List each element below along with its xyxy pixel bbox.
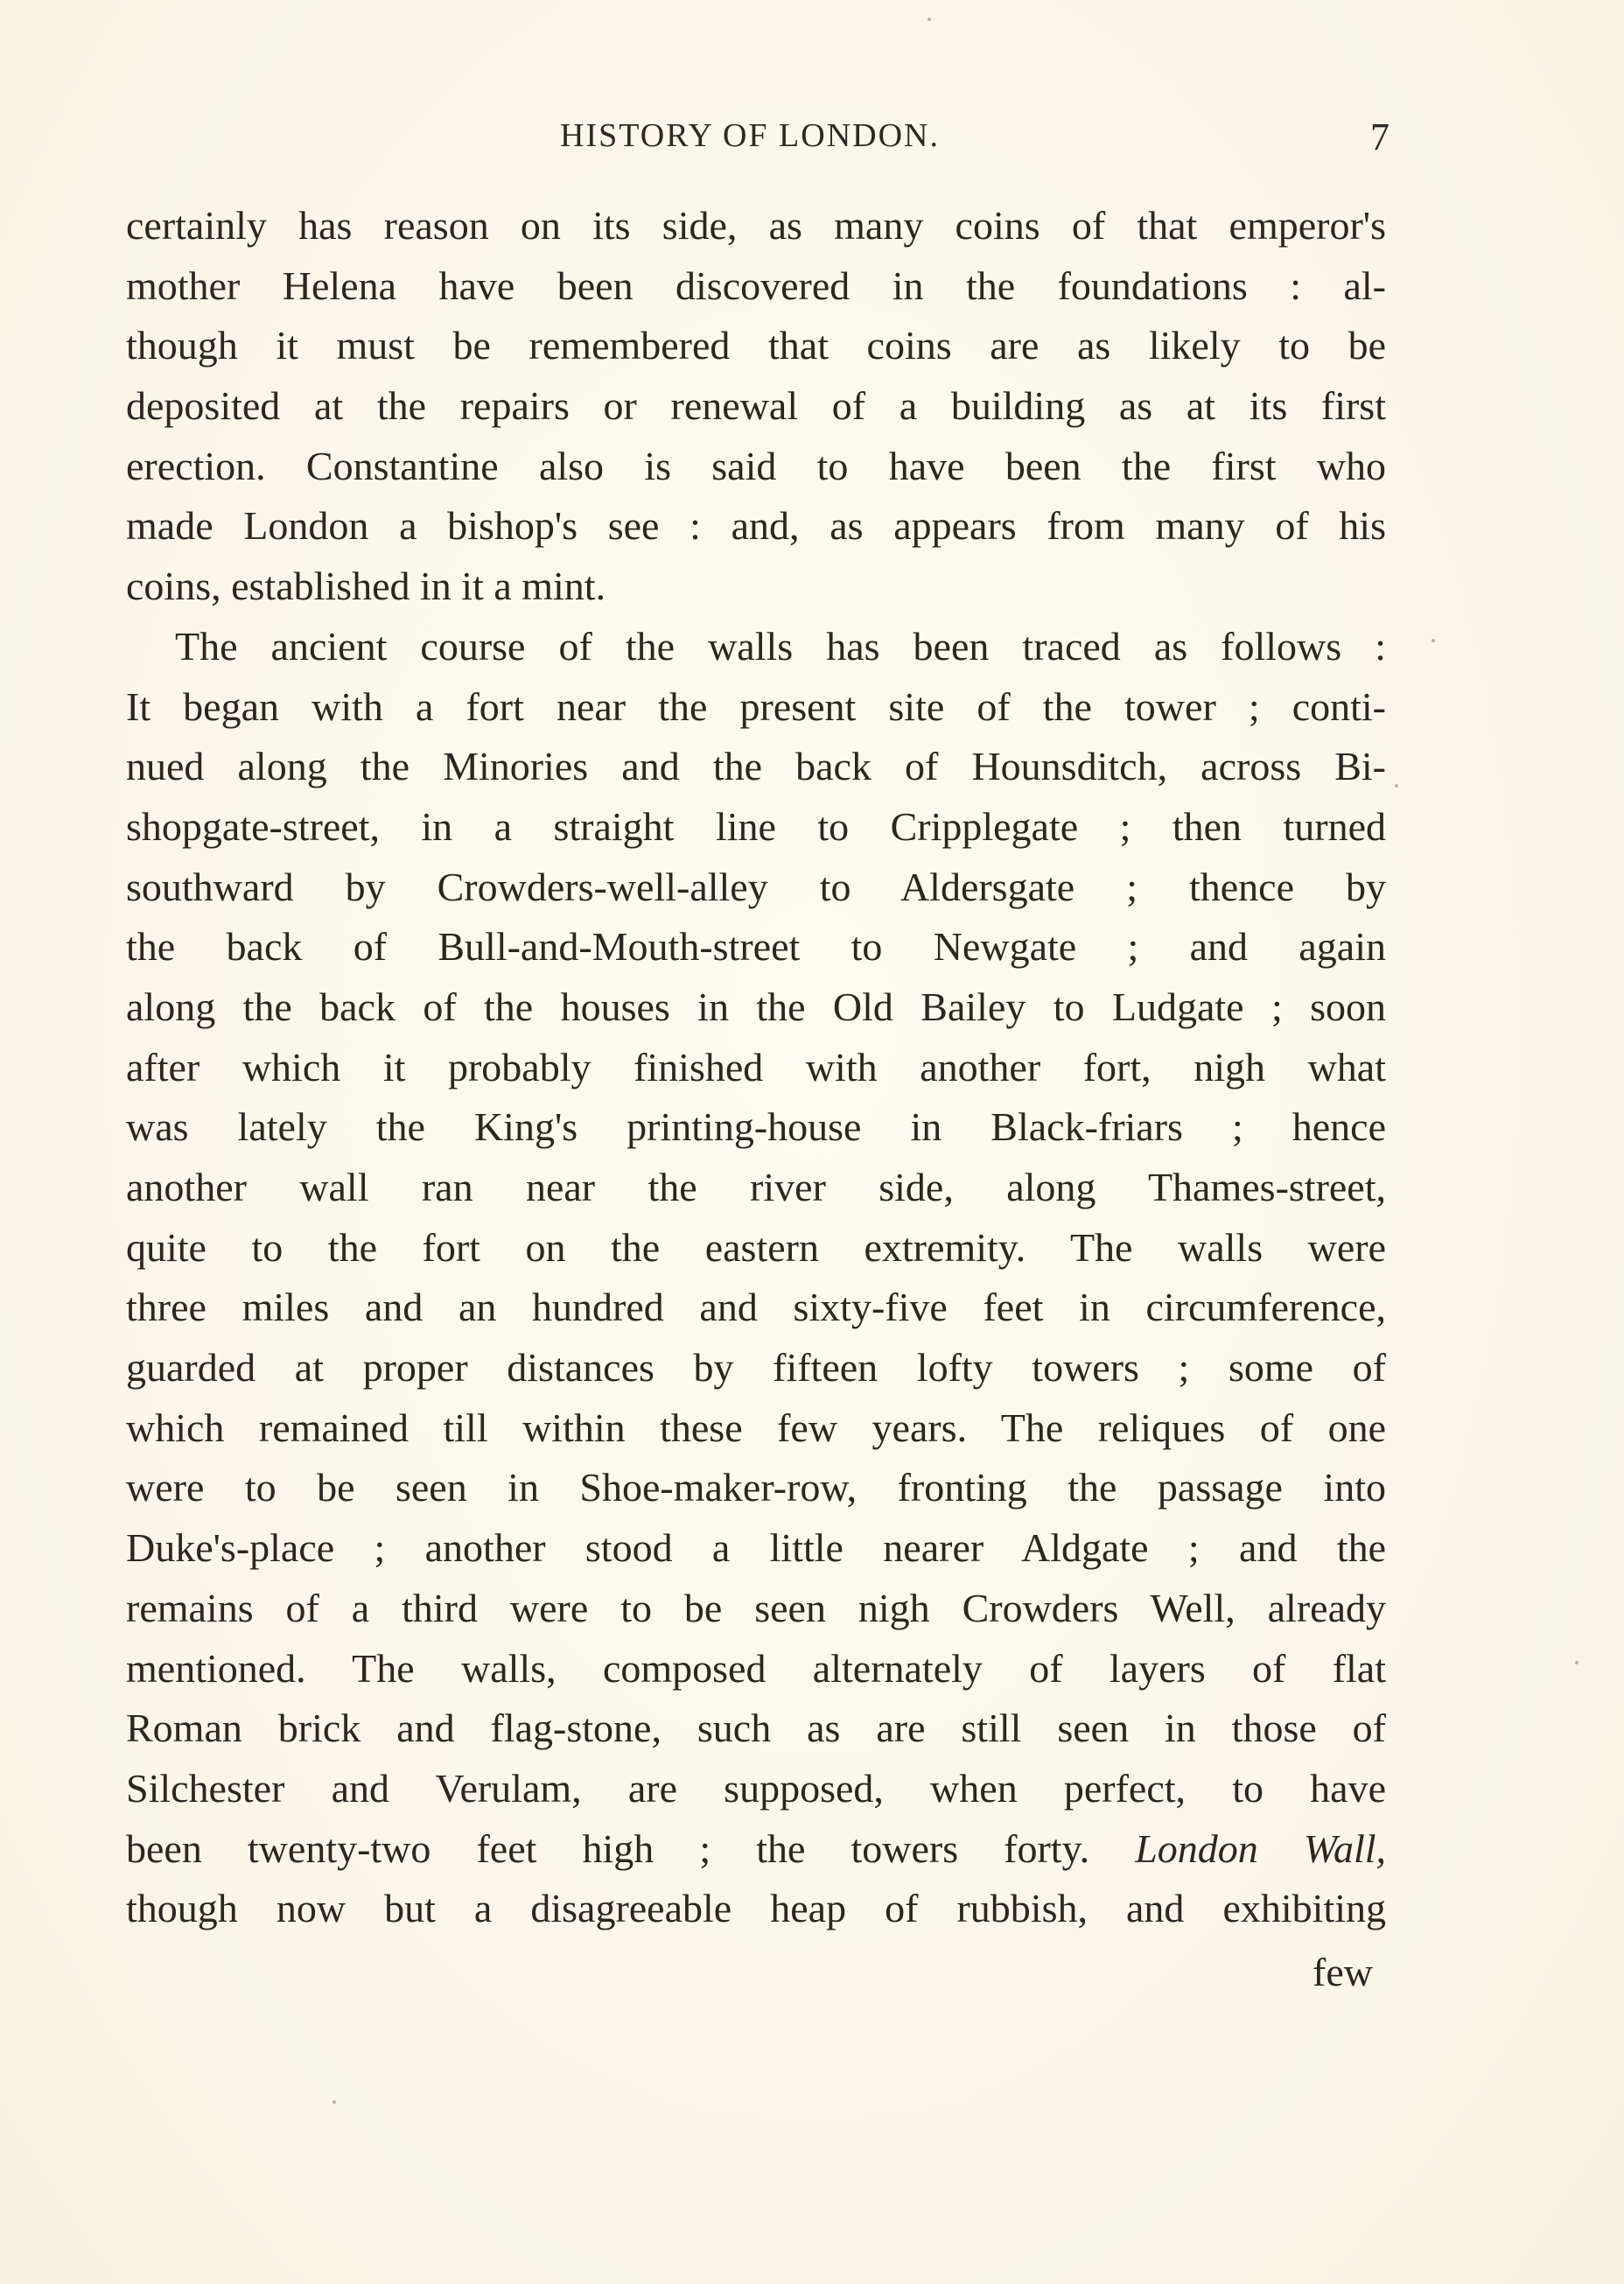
text-line: erection. Constantine also is said to have been the first who (126, 443, 1386, 488)
paper-speck (928, 18, 931, 21)
text-line: was lately the King's printing-house in Black-friars ; hence (126, 1104, 1386, 1150)
text-line: mother Helena have been discovered in the foundations : al- (126, 263, 1386, 308)
text-line: though it must be remembered that coins are as likely to be (126, 323, 1386, 368)
text-line: nued along the Minories and the back of Hounsditch, across Bi- (126, 744, 1386, 789)
text-line: Duke's-place ; another stood a little nearer Aldgate ; and the (126, 1525, 1386, 1571)
text-line: along the back of the houses in the Old Bailey to Ludgate ; soon (126, 984, 1386, 1029)
italic-phrase: London Wall, (1135, 1825, 1386, 1871)
text-line: It began with a fort near the present site of the tower ; conti- (126, 683, 1386, 729)
text-line: three miles and an hundred and sixty-five feet in circumference, (126, 1285, 1386, 1330)
text-line: Roman brick and flag-stone, such as are still seen in those of (126, 1706, 1386, 1751)
paper-speck (1395, 784, 1398, 788)
paper-speck (1432, 639, 1435, 642)
paper-speck (332, 2100, 336, 2104)
text-line: remains of a third were to be seen nigh Crowders Well, already (126, 1585, 1386, 1630)
text-line: mentioned. The walls, composed alternately of layers of flat (126, 1645, 1386, 1691)
text-line: guarded at proper distances by fifteen lofty towers ; some of (126, 1345, 1386, 1391)
text-line: made London a bishop's see : and, as appears from many of his (126, 503, 1386, 549)
running-head (0, 116, 1624, 169)
text-line: Silchester and Verulam, are supposed, when perfect, to have (126, 1765, 1386, 1811)
text-line: certainly has reason on its side, as many coins of that emperor's (126, 203, 1386, 248)
text-line: quite to the fort on the eastern extremity. The walls were (126, 1224, 1386, 1270)
running-title: HISTORY OF LONDON. (560, 117, 940, 154)
text-line: which remained till within these few years. The reliques of one (126, 1405, 1386, 1450)
text-line: coins, established in it a mint. (126, 564, 606, 609)
text-line: another wall ran near the river side, along Thames-street, (126, 1165, 1386, 1209)
text-line: southward by Crowders-well-alley to Aldersgate ; thence by (126, 864, 1386, 909)
page-number: 7 (1370, 116, 1390, 158)
body-text (126, 196, 1386, 1939)
text-segment: been twenty-two feet high ; the towers forty. (126, 1825, 1090, 1871)
text-line: were to be seen in Shoe-maker-row, fronting the passage into (126, 1465, 1386, 1510)
text-line: the back of Bull-and-Mouth-street to Newgate ; and again (126, 924, 1386, 970)
text-line: deposited at the repairs or renewal of a building as at its first (126, 383, 1386, 429)
paragraph-start-line: The ancient course of the walls has been traced as follows : (175, 623, 1386, 669)
text-line-with-italic (126, 1819, 1386, 1880)
text-line: after which it probably finished with another fort, nigh what (126, 1044, 1386, 1089)
catchword: few (1312, 1950, 1373, 1994)
paper-speck (1575, 1661, 1578, 1664)
text-line: though now but a disagreeable heap of rubbish, and exhibiting (126, 1886, 1386, 1931)
text-line: shopgate-street, in a straight line to Cripplegate ; then turned (126, 803, 1386, 849)
